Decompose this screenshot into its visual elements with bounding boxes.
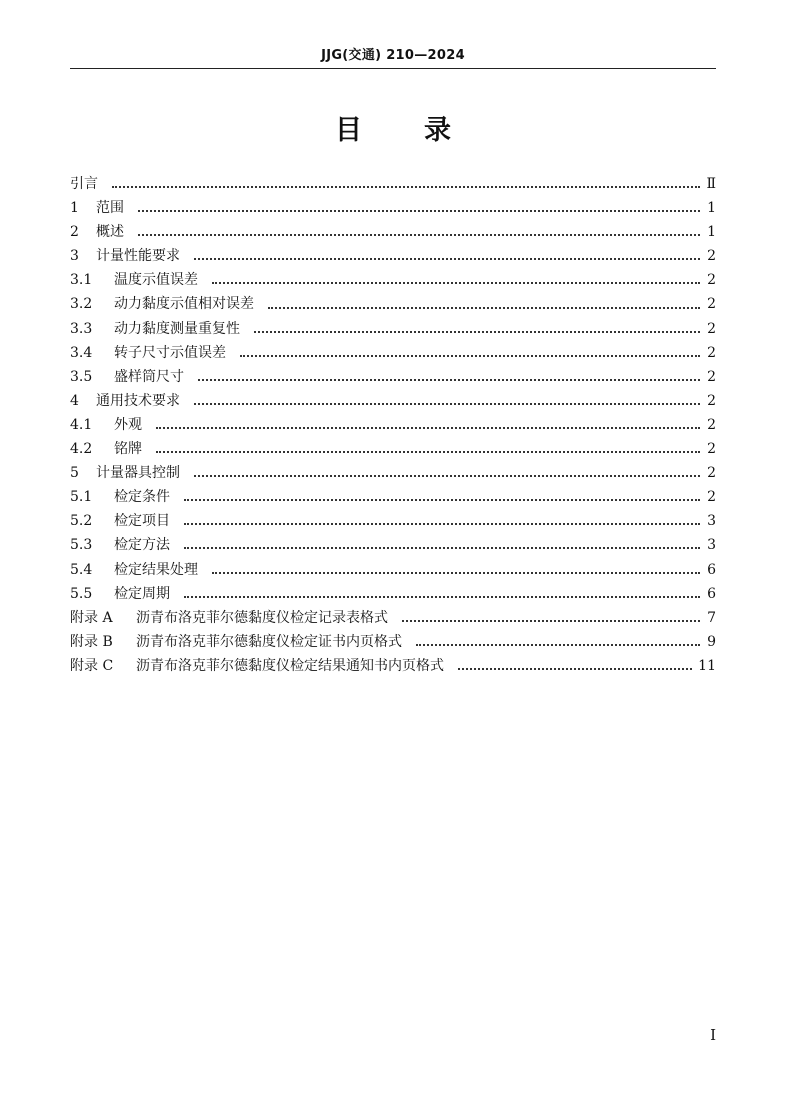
toc-entry[interactable] — [70, 509, 716, 533]
toc-entry-label: 计量器具控制 — [96, 465, 180, 482]
toc-entry-page: 1 — [707, 224, 716, 241]
toc-entry-label: 概述 — [96, 224, 124, 241]
toc-entry-number: 3.5 — [70, 368, 93, 385]
toc-leader-dots — [194, 258, 700, 260]
toc-entry[interactable] — [70, 606, 716, 630]
toc-entry-page: 2 — [707, 296, 716, 313]
toc-leader-dots — [458, 668, 692, 670]
toc-entry-page: 2 — [707, 489, 716, 506]
toc-entry[interactable] — [70, 413, 716, 437]
toc-entry[interactable] — [70, 533, 716, 557]
toc-entry-label: 引言 — [70, 176, 98, 192]
toc-entry-label: 检定条件 — [114, 489, 170, 506]
toc-leader-dots — [254, 331, 700, 333]
toc-entry-page: 1 — [707, 200, 716, 217]
toc-entry-label: 温度示值误差 — [114, 272, 198, 289]
toc-entry[interactable] — [70, 461, 716, 485]
toc-leader-dots — [212, 572, 700, 574]
toc-entry[interactable] — [70, 196, 716, 220]
toc-entry-page: 2 — [707, 392, 716, 409]
toc-leader-dots — [198, 379, 700, 381]
toc-entry-number: 5.4 — [70, 561, 93, 578]
toc-entry-number: 4.1 — [70, 416, 93, 433]
toc-entry-number: 附录 A — [70, 609, 113, 626]
toc-entry[interactable] — [70, 244, 716, 268]
toc-entry-label: 动力黏度测量重复性 — [114, 320, 240, 337]
toc-entry-page: 2 — [707, 344, 716, 361]
toc-entry[interactable] — [70, 389, 716, 413]
toc-entry-number: 5.1 — [70, 489, 93, 506]
toc-leader-dots — [156, 427, 700, 429]
toc-entry-page: 2 — [707, 416, 716, 433]
toc-entry-page: 2 — [707, 272, 716, 289]
toc-leader-dots — [212, 282, 700, 284]
toc-leader-dots — [156, 451, 700, 453]
toc-leader-dots — [268, 307, 700, 309]
header-divider — [70, 68, 716, 69]
toc-leader-dots — [194, 403, 700, 405]
toc-entry-label: 沥青布洛克菲尔德黏度仪检定证书内页格式 — [136, 633, 402, 650]
toc-entry-number: 3.2 — [70, 296, 93, 313]
toc-entry-number: 2 — [70, 224, 79, 241]
toc-entry-label: 动力黏度示值相对误差 — [114, 296, 254, 313]
toc-entry[interactable] — [70, 317, 716, 341]
toc-entry[interactable] — [70, 365, 716, 389]
toc-entry-label: 检定方法 — [114, 537, 170, 554]
toc-entry[interactable] — [70, 268, 716, 292]
table-of-contents — [70, 172, 716, 678]
toc-leader-dots — [138, 210, 700, 212]
toc-entry-number: 3.4 — [70, 344, 93, 361]
toc-entry-number: 4 — [70, 392, 79, 409]
toc-entry-page: 7 — [707, 609, 716, 626]
toc-entry-label: 范围 — [96, 200, 124, 217]
toc-entry-label: 通用技术要求 — [96, 392, 180, 409]
toc-entry-label: 检定项目 — [114, 513, 170, 530]
toc-entry-page: 2 — [707, 465, 716, 482]
toc-entry-number: 3.3 — [70, 320, 93, 337]
toc-entry[interactable] — [70, 437, 716, 461]
toc-entry-label: 计量性能要求 — [96, 248, 180, 265]
toc-leader-dots — [402, 620, 700, 622]
toc-entry-label: 检定结果处理 — [114, 561, 198, 578]
toc-entry-number: 5.2 — [70, 513, 93, 530]
toc-entry-page: 6 — [707, 585, 716, 602]
toc-entry-page: 2 — [707, 320, 716, 337]
toc-entry-number: 1 — [70, 200, 79, 217]
toc-entry[interactable] — [70, 341, 716, 365]
toc-entry-page: 2 — [707, 441, 716, 458]
toc-entry[interactable] — [70, 292, 716, 316]
toc-entry-page: 3 — [707, 513, 716, 530]
toc-leader-dots — [184, 499, 700, 501]
toc-entry-label: 沥青布洛克菲尔德黏度仪检定结果通知书内页格式 — [136, 657, 444, 674]
page-number: I — [710, 1026, 716, 1044]
toc-leader-dots — [184, 547, 700, 549]
toc-leader-dots — [184, 523, 700, 525]
toc-entry-page: 9 — [707, 633, 716, 650]
toc-entry-label: 盛样筒尺寸 — [114, 368, 184, 385]
toc-entry-label: 沥青布洛克菲尔德黏度仪检定记录表格式 — [136, 609, 388, 626]
toc-entry[interactable] — [70, 172, 716, 196]
toc-entry-page: Ⅱ — [706, 176, 716, 192]
toc-leader-dots — [194, 475, 700, 477]
toc-entry-label: 转子尺寸示值误差 — [114, 344, 226, 361]
toc-entry-number: 5.3 — [70, 537, 93, 554]
toc-leader-dots — [184, 596, 700, 598]
toc-entry-label: 外观 — [114, 416, 142, 433]
toc-entry-page: 11 — [698, 657, 716, 674]
toc-entry[interactable] — [70, 582, 716, 606]
toc-entry[interactable] — [70, 630, 716, 654]
toc-entry-label: 检定周期 — [114, 585, 170, 602]
toc-entry-number: 附录 B — [70, 633, 113, 650]
toc-entry-number: 3 — [70, 248, 79, 265]
toc-entry-number: 4.2 — [70, 441, 93, 458]
toc-entry-page: 3 — [707, 537, 716, 554]
toc-entry-number: 3.1 — [70, 272, 93, 289]
toc-entry-page: 6 — [707, 561, 716, 578]
document-header: JJG(交通) 210—2024 — [321, 48, 465, 63]
toc-leader-dots — [112, 186, 700, 188]
toc-entry-page: 2 — [707, 248, 716, 265]
toc-entry-label: 铭牌 — [114, 441, 142, 458]
toc-leader-dots — [138, 234, 700, 236]
toc-entry-number: 5 — [70, 465, 79, 482]
toc-entry[interactable] — [70, 485, 716, 509]
toc-entry[interactable] — [70, 220, 716, 244]
toc-entry-page: 2 — [707, 368, 716, 385]
toc-entry[interactable] — [70, 558, 716, 582]
toc-entry-number: 附录 C — [70, 657, 114, 674]
page-title: 目录 — [335, 115, 513, 146]
toc-entry-number: 5.5 — [70, 585, 93, 602]
toc-leader-dots — [416, 644, 700, 646]
toc-entry[interactable] — [70, 654, 716, 678]
toc-leader-dots — [240, 355, 700, 357]
